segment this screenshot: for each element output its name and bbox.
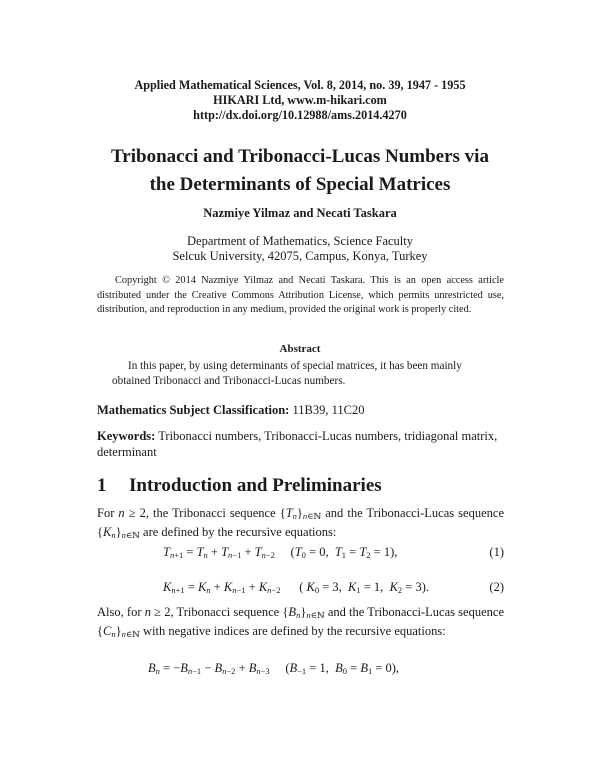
subject-classification (97, 403, 517, 418)
keywords-label: Keywords: (97, 429, 156, 443)
abstract-text: In this paper, by using determinants of special matrices, it has been mainly obtained Tribonacci and Tribonacci-Lucas numbers. (112, 360, 462, 387)
journal-publisher: HIKARI Ltd, www.m-hikari.com (213, 93, 387, 107)
journal-citation: Applied Mathematical Sciences, Vol. 8, 2014, no. 39, 1947 - 1955 (134, 78, 466, 92)
section-number: 1 (97, 475, 107, 496)
msc-label: Mathematics Subject Classification: (97, 403, 290, 417)
affiliation-line-1: Department of Mathematics, Science Faculty (187, 234, 413, 248)
equation-1: $T_{n+1} = T_n + T_{n-1} + T_{n-2}$ ($T_0 = 0$, $T_1 = T_2 = 1$), (163, 545, 398, 560)
section-title: Introduction and Preliminaries (129, 475, 382, 496)
section-heading (97, 475, 382, 497)
journal-doi[interactable]: http://dx.doi.org/10.12988/ams.2014.4270 (193, 108, 407, 122)
msc-value: 11B39, 11C20 (289, 403, 365, 417)
keywords (97, 428, 504, 460)
affiliation-line-2: Selcuk University, 42075, Campus, Konya, Turkey (172, 249, 428, 263)
copyright-notice: Copyright © 2014 Nazmiye Yilmaz and Necati Taskara. This is an open access article distributed under the Creative Commons Attribution License, which permits unrestricted use, distribution, and reproduction in any medium, provided the original work is properly cited. (97, 275, 504, 315)
equation-2: $K_{n+1} = K_n + K_{n-1} + K_{n-2}$ ( $K_0 = 3$, $K_1 = 1$, $K_2 = 3$). (163, 580, 429, 595)
paper-authors: Nazmiye Yilmaz and Necati Taskara (203, 206, 397, 220)
paper-title-line-2: the Determinants of Special Matrices (149, 174, 451, 195)
paper-title-line-1: Tribonacci and Tribonacci-Lucas Numbers via (111, 146, 489, 167)
equation-3: $B_n = -B_{n-1} - B_{n-2} + B_{n-3}$ ($B_{-1} = 1$, $B_0 = B_1 = 0$), (148, 661, 400, 676)
equation-1-number: (1) (489, 545, 504, 559)
intro-paragraph-2: Also, for n ≥ 2, Tribonacci sequence $\{B_n\}_{n\in ℕ}$ and the Tribonacci-Lucas sequence $\{C_n\}_{n\in ℕ}$ with negative indices are defined by the recursive equations: (97, 605, 504, 639)
abstract-heading: Abstract (279, 343, 321, 355)
equation-2-number: (2) (489, 580, 504, 594)
intro-paragraph-1: For n ≥ 2, the Tribonacci sequence $\{T_n\}_{n\in ℕ}$ and the Tribonacci-Lucas sequence $\{K_n\}_{n\in ℕ}$ are defined by the recursive equations: (97, 506, 504, 540)
keywords-value: Tribonacci numbers, Tribonacci-Lucas numbers, tridiagonal matrix, determinant (97, 429, 498, 459)
